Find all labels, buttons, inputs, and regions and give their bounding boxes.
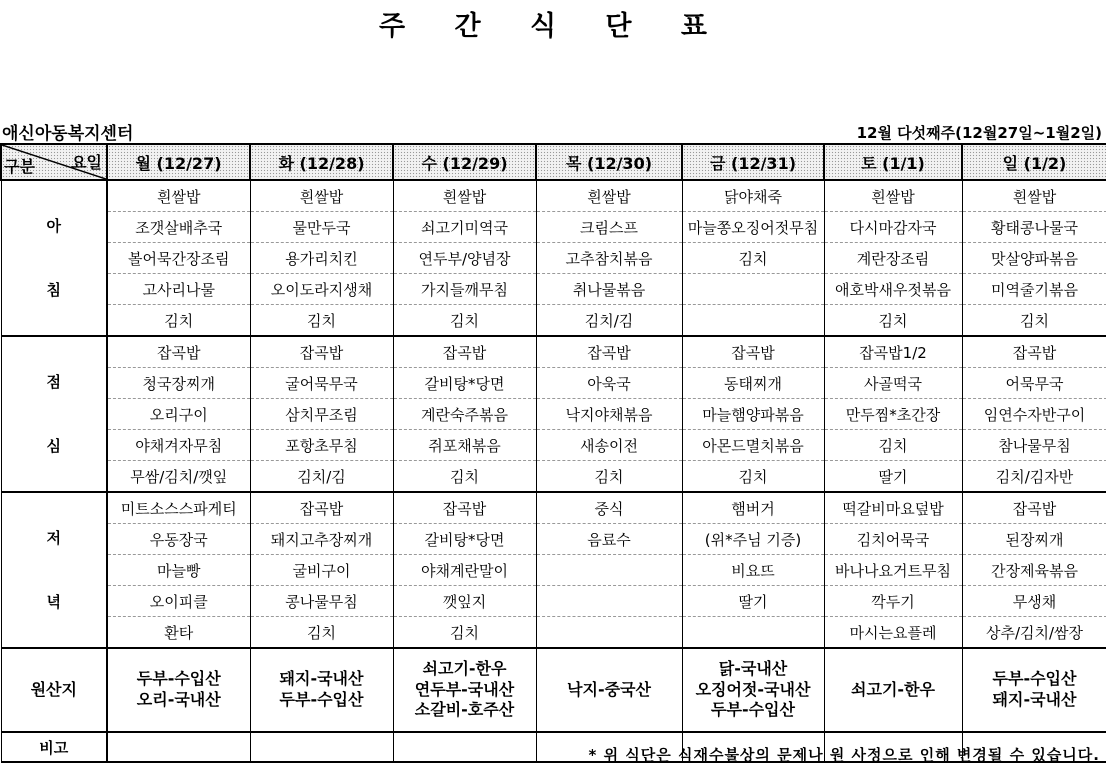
origin-label: 원산지: [1, 648, 107, 732]
weekly-menu-table: [0, 143, 1106, 763]
menu-cell: 아몬드멸치볶음: [682, 430, 824, 461]
menu-cell: 김치: [107, 305, 250, 337]
menu-cell: 김치: [536, 461, 682, 493]
origin-cell: [682, 648, 824, 732]
menu-cell: 잡곡밥: [393, 492, 536, 524]
menu-cell: 동태찌개: [682, 368, 824, 399]
menu-cell: 김치: [962, 305, 1106, 337]
menu-cell: 애호박새우젓볶음: [824, 274, 962, 305]
menu-cell: 낙지야채볶음: [536, 399, 682, 430]
header-row: [1, 144, 1106, 180]
meal-label-bottom: 침: [46, 281, 61, 299]
menu-cell: 흰쌀밥: [107, 180, 250, 212]
menu-cell: 마늘햄양파볶음: [682, 399, 824, 430]
origin-line: 두부-수입산: [279, 690, 364, 709]
day-header: 목 (12/30): [536, 144, 682, 180]
lunch-label: [1, 336, 107, 492]
lunch-row: [1, 461, 1106, 493]
menu-cell: 떡갈비마요덮밥: [824, 492, 962, 524]
menu-cell: 쇠고기미역국: [393, 212, 536, 243]
origin-cell: [962, 648, 1106, 732]
dinner-row: [1, 524, 1106, 555]
lunch-row: [1, 399, 1106, 430]
menu-cell: 김치어묵국: [824, 524, 962, 555]
page-title: 주 간 식 단 표: [378, 11, 727, 42]
day-header: 금 (12/31): [682, 144, 824, 180]
menu-cell: 다시마감자국: [824, 212, 962, 243]
menu-cell: 바나나요거트무침: [824, 555, 962, 586]
menu-cell: 오이도라지생채: [250, 274, 393, 305]
menu-cell: [536, 586, 682, 617]
meal-label-spacer: [2, 240, 107, 276]
menu-cell: 잡곡밥: [962, 492, 1106, 524]
menu-cell: 가지들깨무침: [393, 274, 536, 305]
note-label: 비고: [1, 732, 107, 762]
menu-cell: 잡곡밥: [250, 336, 393, 368]
meal-label-top: 저: [46, 528, 61, 547]
meal-label-bottom: 녁: [46, 593, 61, 611]
meal-label-top: 아: [46, 216, 61, 235]
dinner-label: [1, 492, 107, 648]
menu-cell: [536, 617, 682, 649]
menu-cell: 우동장국: [107, 524, 250, 555]
menu-cell: 아욱국: [536, 368, 682, 399]
menu-cell: 임연수자반구이: [962, 399, 1106, 430]
menu-cell: 잡곡밥: [107, 336, 250, 368]
menu-cell: [682, 617, 824, 649]
corner-label-category: 구분: [4, 157, 35, 176]
menu-cell: 참나물무침: [962, 430, 1106, 461]
origin-cell: [393, 648, 536, 732]
menu-cell: [536, 555, 682, 586]
origin-line: 낙지-중국산: [567, 679, 651, 699]
menu-cell: 쥐포채볶음: [393, 430, 536, 461]
menu-cell: 연두부/양념장: [393, 243, 536, 274]
breakfast-row: [1, 180, 1106, 212]
menu-cell: 깻잎지: [393, 586, 536, 617]
origin-line: 오리-국내산: [136, 690, 221, 709]
menu-cell: [682, 274, 824, 305]
day-header: 화 (12/28): [250, 144, 393, 180]
menu-cell: 새송이전: [536, 430, 682, 461]
menu-cell: 딸기: [682, 586, 824, 617]
note-cell: [393, 732, 536, 762]
origin-row: [1, 648, 1106, 732]
menu-cell: 무쌈/김치/깻잎: [107, 461, 250, 493]
day-header: 일 (1/2): [962, 144, 1106, 180]
menu-cell: 김치: [824, 430, 962, 461]
menu-cell: 흰쌀밥: [393, 180, 536, 212]
note-cell: [250, 732, 393, 762]
menu-cell: 오리구이: [107, 399, 250, 430]
day-header: 월 (12/27): [107, 144, 250, 180]
menu-cell: 비요뜨: [682, 555, 824, 586]
menu-cell: 김치: [824, 305, 962, 337]
menu-cell: 환타: [107, 617, 250, 649]
menu-cell: 김치/김: [536, 305, 682, 337]
menu-cell: 마시는요플레: [824, 617, 962, 649]
menu-cell: 삼치무조림: [250, 399, 393, 430]
breakfast-row: [1, 305, 1106, 337]
menu-cell: 청국장찌개: [107, 368, 250, 399]
menu-cell: 햄버거: [682, 492, 824, 524]
menu-cell: 딸기: [824, 461, 962, 493]
menu-cell: 된장찌개: [962, 524, 1106, 555]
menu-cell: 김치: [393, 305, 536, 337]
menu-cell: 잡곡밥1/2: [824, 336, 962, 368]
menu-cell: 김치: [250, 305, 393, 337]
origin-line: 두부-수입산: [992, 669, 1077, 689]
origin-line: 닭-국내산: [718, 658, 788, 678]
menu-cell: 음료수: [536, 524, 682, 555]
origin-cell: [824, 648, 962, 732]
origin-line: 쇠고기-한우: [851, 679, 935, 699]
meal-label-spacer: [2, 396, 107, 432]
day-header: 토 (1/1): [824, 144, 962, 180]
menu-cell: 김치/김자반: [962, 461, 1106, 493]
menu-cell: 어묵무국: [962, 368, 1106, 399]
day-header: 수 (12/29): [393, 144, 536, 180]
menu-cell: (위*주님 기증): [682, 524, 824, 555]
menu-cell: 고사리나물: [107, 274, 250, 305]
menu-cell: 굴비구이: [250, 555, 393, 586]
origin-line: 소갈비-호주산: [414, 700, 515, 720]
origin-line: 쇠고기-한우: [422, 658, 507, 678]
menu-cell: 김치: [250, 617, 393, 649]
note-cell: [107, 732, 250, 762]
lunch-row: [1, 368, 1106, 399]
menu-cell: 취나물볶음: [536, 274, 682, 305]
origin-line: 두부-수입산: [711, 700, 795, 720]
menu-cell: 무생채: [962, 586, 1106, 617]
menu-cell: 용가리치킨: [250, 243, 393, 274]
menu-cell: 갈비탕*당면: [393, 368, 536, 399]
menu-cell: 중식: [536, 492, 682, 524]
origin-line: 두부-수입산: [136, 669, 221, 689]
menu-cell: 조갯살배추국: [107, 212, 250, 243]
breakfast-row: [1, 212, 1106, 243]
menu-cell: 잡곡밥: [962, 336, 1106, 368]
breakfast-label: [1, 180, 107, 336]
menu-cell: 돼지고추장찌개: [250, 524, 393, 555]
menu-cell: 포항초무침: [250, 430, 393, 461]
menu-cell: 잡곡밥: [536, 336, 682, 368]
menu-cell: 굴어묵무국: [250, 368, 393, 399]
menu-cell: 미역줄기볶음: [962, 274, 1106, 305]
menu-cell: 크림스프: [536, 212, 682, 243]
menu-cell: 김치: [682, 243, 824, 274]
menu-cell: 상추/김치/쌈장: [962, 617, 1106, 649]
meal-label-bottom: 심: [46, 437, 61, 455]
dinner-row: [1, 555, 1106, 586]
menu-cell: 만두찜*초간장: [824, 399, 962, 430]
menu-cell: 볼어묵간장조림: [107, 243, 250, 274]
lunch-row: [1, 336, 1106, 368]
menu-cell: 간장제육볶음: [962, 555, 1106, 586]
breakfast-row: [1, 274, 1106, 305]
menu-cell: 사골떡국: [824, 368, 962, 399]
organization-name: 애신아동복지센터: [2, 124, 134, 144]
menu-cell: 닭야채죽: [682, 180, 824, 212]
meal-label-spacer: [2, 552, 107, 588]
menu-cell: 김치: [393, 461, 536, 493]
menu-cell: 흰쌀밥: [824, 180, 962, 212]
dinner-row: [1, 617, 1106, 649]
menu-cell: 김치/김: [250, 461, 393, 493]
corner-label-day: 요일: [71, 153, 102, 172]
menu-cell: 마늘쫑오징어젓무침: [682, 212, 824, 243]
menu-cell: 야채계란말이: [393, 555, 536, 586]
origin-cell: [107, 648, 250, 732]
menu-cell: 김치: [682, 461, 824, 493]
menu-cell: 갈비탕*당면: [393, 524, 536, 555]
menu-cell: 잡곡밥: [393, 336, 536, 368]
menu-cell: 황태콩나물국: [962, 212, 1106, 243]
menu-cell: 계란숙주볶음: [393, 399, 536, 430]
lunch-row: [1, 430, 1106, 461]
menu-cell: 흰쌀밥: [250, 180, 393, 212]
breakfast-row: [1, 243, 1106, 274]
origin-line: 오징어젓-국내산: [695, 679, 811, 699]
menu-cell: 고추참치볶음: [536, 243, 682, 274]
footer-note: * 위 식단은 식재수불상의 문제나 원 사정으로 인해 변경될 수 있습니다.: [588, 746, 1100, 764]
menu-cell: 마늘빵: [107, 555, 250, 586]
menu-cell: 미트소스스파게티: [107, 492, 250, 524]
origin-line: 연두부-국내산: [414, 679, 515, 699]
origin-cell: [250, 648, 393, 732]
menu-cell: 흰쌀밥: [962, 180, 1106, 212]
origin-line: 돼지-국내산: [279, 669, 364, 689]
menu-cell: 잡곡밥: [250, 492, 393, 524]
menu-cell: 맛살양파볶음: [962, 243, 1106, 274]
menu-cell: [682, 305, 824, 337]
dinner-row: [1, 586, 1106, 617]
menu-cell: 잡곡밥: [682, 336, 824, 368]
menu-cell: 깍두기: [824, 586, 962, 617]
menu-cell: 콩나물무침: [250, 586, 393, 617]
menu-cell: 김치: [393, 617, 536, 649]
corner-cell: [1, 144, 107, 180]
menu-cell: 흰쌀밥: [536, 180, 682, 212]
menu-cell: 오이피클: [107, 586, 250, 617]
menu-cell: 야채겨자무침: [107, 430, 250, 461]
origin-line: 돼지-국내산: [992, 690, 1077, 709]
origin-cell: [536, 648, 682, 732]
week-range: 12월 다섯째주(12월27일~1월2일): [856, 124, 1102, 142]
meal-label-top: 점: [46, 372, 61, 391]
menu-cell: 물만두국: [250, 212, 393, 243]
menu-cell: 계란장조림: [824, 243, 962, 274]
dinner-row: [1, 492, 1106, 524]
